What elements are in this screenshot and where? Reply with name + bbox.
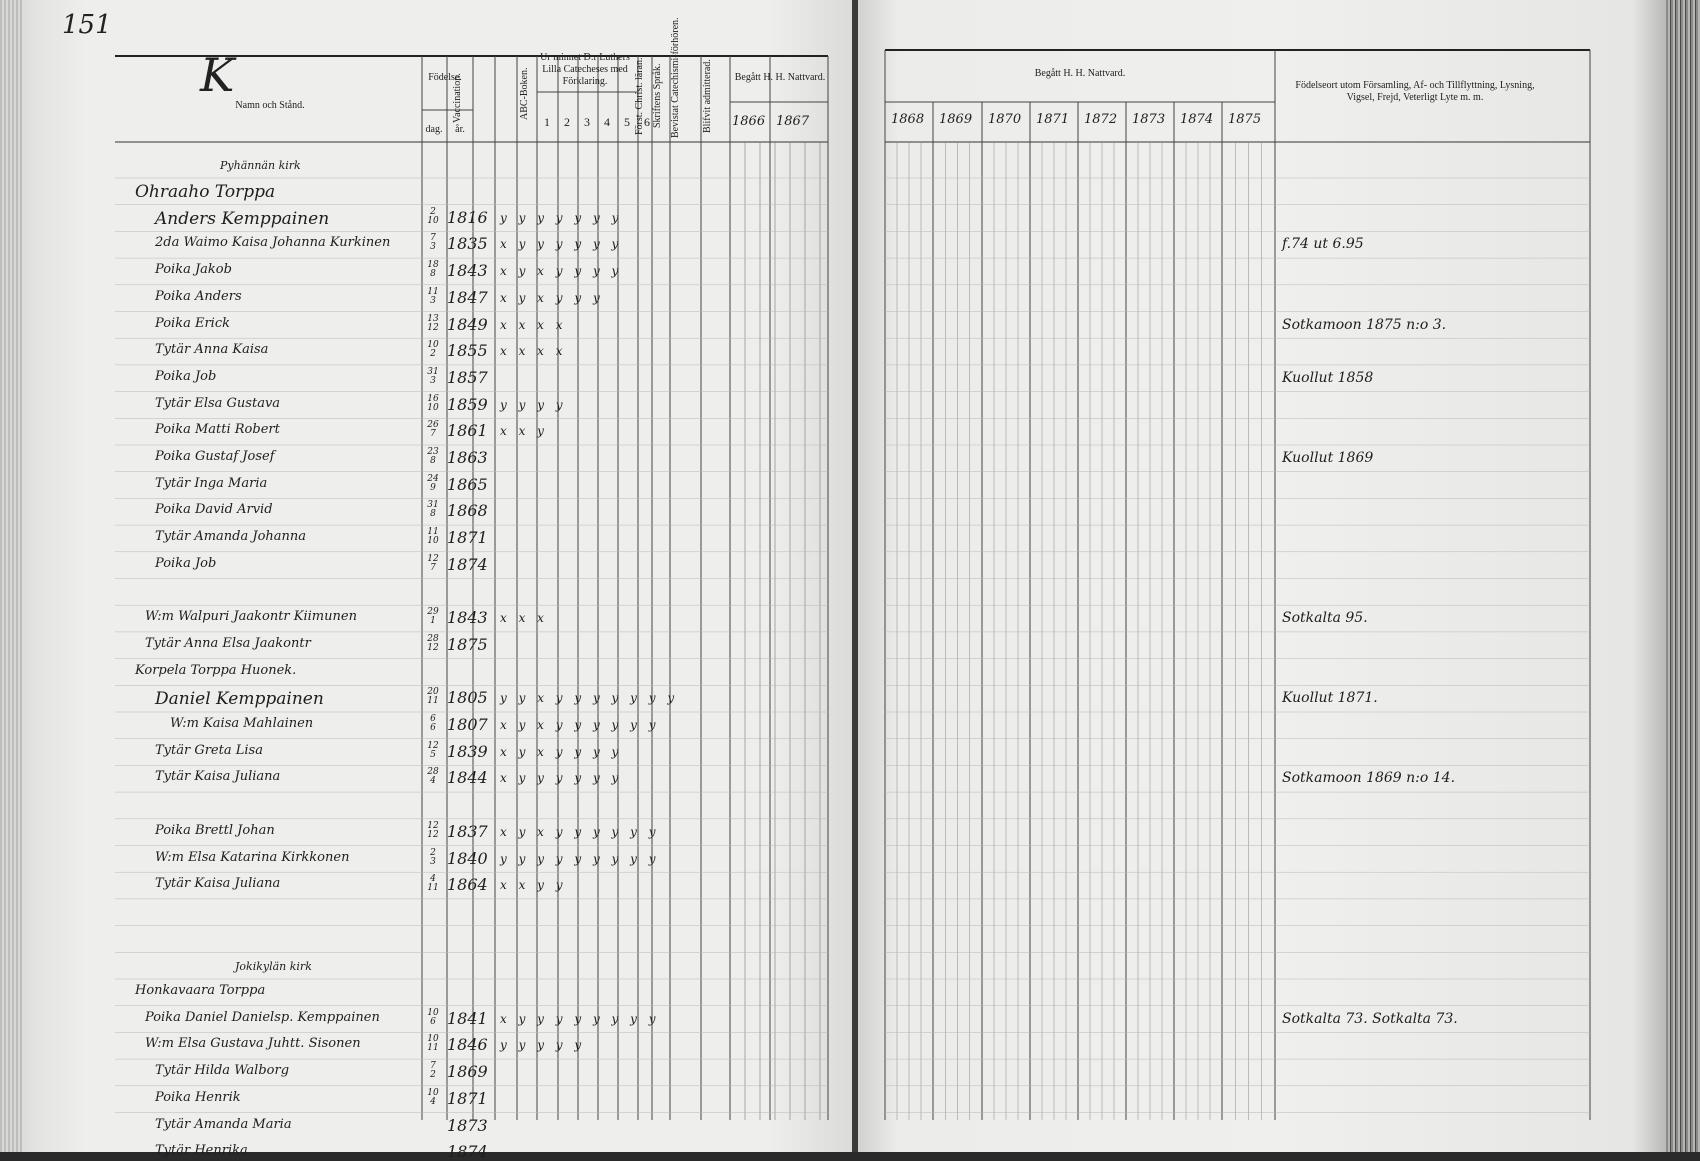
entry-name: Poika Anders	[155, 288, 242, 304]
nattvard-year-1872: 1872	[1084, 112, 1118, 127]
birth-year: 1871	[447, 528, 488, 548]
birth-day: 28 4	[427, 767, 439, 787]
birth-day: 7 2	[430, 1061, 436, 1081]
catechism-marks: x x y y	[500, 878, 567, 893]
remark-note: Kuollut 1858	[1282, 369, 1374, 386]
nattvard-year-1874: 1874	[1180, 112, 1214, 127]
catechism-marks: x y x y y y y	[500, 264, 623, 279]
header-nattvard-right: Begått H. H. Nattvard.	[1034, 68, 1126, 79]
birth-year: 1859	[447, 394, 488, 414]
birth-day: 11 3	[427, 286, 439, 306]
catechism-marks: x x x x	[500, 317, 567, 332]
entry-name: Poika Gustaf Josef	[155, 449, 275, 464]
birth-day: 6 6	[430, 714, 436, 733]
entry-name: 2da Waimo Kaisa Johanna Kurkinen	[155, 235, 391, 251]
birth-day: 26 7	[427, 420, 439, 440]
birth-day: 2 10	[427, 206, 439, 226]
entry-name: Poika Job	[155, 368, 217, 384]
entry-name: Tytär Kaisa Juliana	[155, 769, 281, 785]
catechism-marks: y y y y y y y	[500, 210, 623, 225]
entry-name: Poika Daniel Danielsp. Kemppainen	[145, 1009, 380, 1025]
header-name-col: Namn och Stånd.	[235, 100, 305, 111]
entry-name: Poika Matti Robert	[155, 422, 280, 438]
birth-year: 1849	[447, 314, 488, 334]
birth-day: 12 7	[427, 553, 439, 573]
catechism-col-2: 2	[564, 115, 570, 129]
header-bifvit: Blifvit admitterad.	[702, 59, 713, 133]
birth-year: 1841	[447, 1008, 488, 1028]
header-bevistat: Bevistat Catechismi-förhören.	[670, 17, 681, 138]
birth-day: 10 11	[427, 1034, 439, 1054]
birth-year: 1840	[447, 848, 488, 868]
catechism-marks: y y y y y y y y y	[500, 851, 660, 866]
birth-year: 1865	[447, 474, 488, 494]
header-christ: Först. Christ. läran.	[634, 57, 645, 135]
nattvard-year-1871: 1871	[1036, 112, 1070, 127]
entry-name: Pyhännän kirk	[220, 159, 301, 173]
entry-name: Honkavaara Torppa	[135, 983, 266, 998]
header-birth-day: dag.	[425, 124, 443, 135]
birth-year: 1869	[447, 1062, 488, 1082]
birth-day: 11 10	[427, 527, 439, 547]
header-letter: K	[200, 48, 235, 102]
entry-name: Tytär Kaisa Juliana	[155, 876, 281, 892]
birth-day: 31 8	[427, 500, 439, 520]
birth-day: 10 6	[427, 1007, 439, 1027]
birth-year: 1844	[447, 768, 488, 788]
birth-day: 2 3	[430, 847, 436, 867]
catechism-marks: y y y y	[500, 397, 567, 412]
catechism-marks: x x y	[500, 424, 548, 439]
birth-day: 10 4	[427, 1087, 439, 1107]
remark-note: f.74 ut 6.95	[1282, 236, 1364, 253]
birth-day: 4 11	[427, 874, 439, 894]
entry-name: Daniel Kemppainen	[155, 689, 324, 710]
birth-year: 1816	[447, 207, 488, 227]
catechism-marks: x x x x	[500, 344, 567, 359]
birth-year: 1861	[447, 421, 488, 441]
birth-year: 1805	[447, 688, 488, 708]
header-birth-year: år.	[455, 124, 465, 135]
birth-day: 16 10	[427, 393, 439, 413]
entry-name: Tytär Amanda Johanna	[155, 529, 307, 545]
remark-note: Kuollut 1869	[1282, 450, 1374, 466]
entry-name: Poika Erick	[155, 315, 230, 331]
entry-name: Tytär Henrika	[155, 1143, 248, 1159]
birth-year: 1864	[447, 875, 488, 895]
header-vaccination: Vaccination.	[452, 73, 463, 123]
catechism-marks: x x x	[500, 611, 548, 626]
catechism-marks: x y y y y y y y y	[500, 1011, 660, 1026]
birth-day: 23 8	[427, 447, 439, 466]
birth-year: 1835	[447, 234, 488, 254]
nattvard-year-1866: 1866	[732, 114, 766, 129]
entry-name: W:m Elsa Gustava Juhtt. Sisonen	[145, 1036, 361, 1052]
catechism-col-4: 4	[604, 115, 610, 129]
entry-name: Poika Jakob	[155, 262, 232, 278]
birth-day: 7 3	[430, 233, 436, 253]
nattvard-year-1867: 1867	[776, 114, 810, 129]
remark-note: Sotkamoon 1875 n:o 3.	[1282, 316, 1447, 333]
birth-year: 1846	[447, 1035, 488, 1055]
catechism-col-3: 3	[584, 115, 590, 129]
entry-name: Poika Brettl Johan	[155, 822, 275, 838]
entry-name: Poika Job	[155, 555, 217, 571]
entry-name: Tytär Amanda Maria	[155, 1116, 292, 1132]
birth-day: 28 12	[427, 633, 439, 653]
birth-year: 1807	[447, 715, 488, 734]
birth-year: 1847	[447, 287, 488, 307]
birth-day: 24 9	[427, 473, 439, 493]
catechism-marks: x y x y y y	[500, 290, 604, 305]
catechism-marks: x y x y y y y y y	[500, 718, 660, 732]
birth-day: 20 11	[427, 687, 439, 707]
nattvard-year-1868: 1868	[891, 112, 925, 127]
birth-year: 1837	[447, 821, 488, 841]
entry-name: Tytär Anna Elsa Jaakontr	[145, 635, 311, 651]
catechism-marks: x y y y y y y	[500, 771, 623, 786]
entry-name: Tytär Elsa Gustava	[155, 395, 281, 411]
birth-year: 1873	[447, 1115, 488, 1135]
remark-note: Sotkalta 95.	[1282, 610, 1368, 627]
birth-year: 1871	[447, 1088, 488, 1108]
entry-name: Tytär Greta Lisa	[155, 742, 263, 758]
birth-year: 1874	[447, 554, 488, 574]
header-abc: ABC-Boken.	[519, 67, 530, 121]
birth-year: 1868	[447, 501, 488, 521]
entry-name: Poika David Arvid	[155, 502, 273, 518]
entry-name: Ohraaho Torppa	[135, 182, 276, 202]
entry-name: Jokikylän kirk	[235, 960, 312, 974]
catechism-col-6: 6	[644, 115, 650, 129]
birth-day: 31 3	[427, 366, 439, 386]
birth-day: 29 1	[427, 607, 439, 627]
catechism-marks: x y y y y y y	[500, 237, 623, 252]
folio-number: 151	[62, 10, 112, 40]
birth-year: 1863	[447, 448, 488, 467]
birth-year: 1874	[447, 1142, 488, 1161]
header-nattvard-left: Begått H. H. Nattvard.	[734, 72, 826, 83]
header-remarks: Födelseort utom Församling, Af- och Tillflyttning, Lysning, Vigsel, Frejd, Veterligt Lyte m. m.	[1295, 80, 1535, 103]
header-scripture: Skriftens Språk.	[652, 63, 663, 129]
entry-name: Poika Henrik	[155, 1089, 241, 1105]
nattvard-year-1875: 1875	[1228, 112, 1262, 127]
catechism-col-5: 5	[624, 115, 630, 129]
catechism-marks: y y y y y	[500, 1038, 586, 1053]
birth-year: 1855	[447, 341, 488, 361]
entry-name: Tytär Hilda Walborg	[155, 1063, 290, 1079]
birth-year: 1875	[447, 634, 488, 654]
birth-year: 1857	[447, 367, 488, 387]
entry-name: W:m Kaisa Mahlainen	[170, 716, 314, 731]
entry-name: Tytär Inga Maria	[155, 475, 268, 491]
remark-note: Sotkalta 73. Sotkalta 73.	[1282, 1010, 1458, 1027]
catechism-col-1: 1	[544, 115, 550, 129]
header-catechism: Ur minnet D:r Luthers Lilla Catecheses med Förklaring.	[540, 52, 630, 87]
birth-day: 18 8	[427, 260, 439, 280]
entry-name: Korpela Torppa Huonek.	[135, 662, 297, 678]
entry-name: Anders Kemppainen	[155, 208, 330, 229]
nattvard-year-1873: 1873	[1132, 112, 1166, 127]
entry-name: W:m Elsa Katarina Kirkkonen	[155, 849, 350, 865]
entry-name: W:m Walpuri Jaakontr Kiimunen	[145, 609, 357, 625]
birth-day: 12 5	[427, 740, 439, 760]
header-birth: Födelse.	[428, 72, 462, 83]
remark-note: Kuollut 1871.	[1282, 690, 1378, 707]
birth-day: 12 12	[427, 820, 439, 840]
catechism-marks: x y x y y y y	[500, 744, 623, 759]
birth-day: 10 2	[427, 340, 439, 360]
birth-year: 1843	[447, 608, 488, 628]
catechism-marks: y y x y y y y y y y	[500, 691, 679, 706]
birth-day: 13 12	[427, 313, 439, 333]
catechism-marks: x y x y y y y y y	[500, 824, 660, 839]
remark-note: Sotkamoon 1869 n:o 14.	[1282, 770, 1456, 787]
birth-year: 1843	[447, 261, 488, 281]
entry-name: Tytär Anna Kaisa	[155, 342, 269, 358]
nattvard-year-1870: 1870	[988, 112, 1022, 127]
nattvard-year-1869: 1869	[939, 112, 973, 127]
birth-year: 1839	[447, 741, 488, 761]
